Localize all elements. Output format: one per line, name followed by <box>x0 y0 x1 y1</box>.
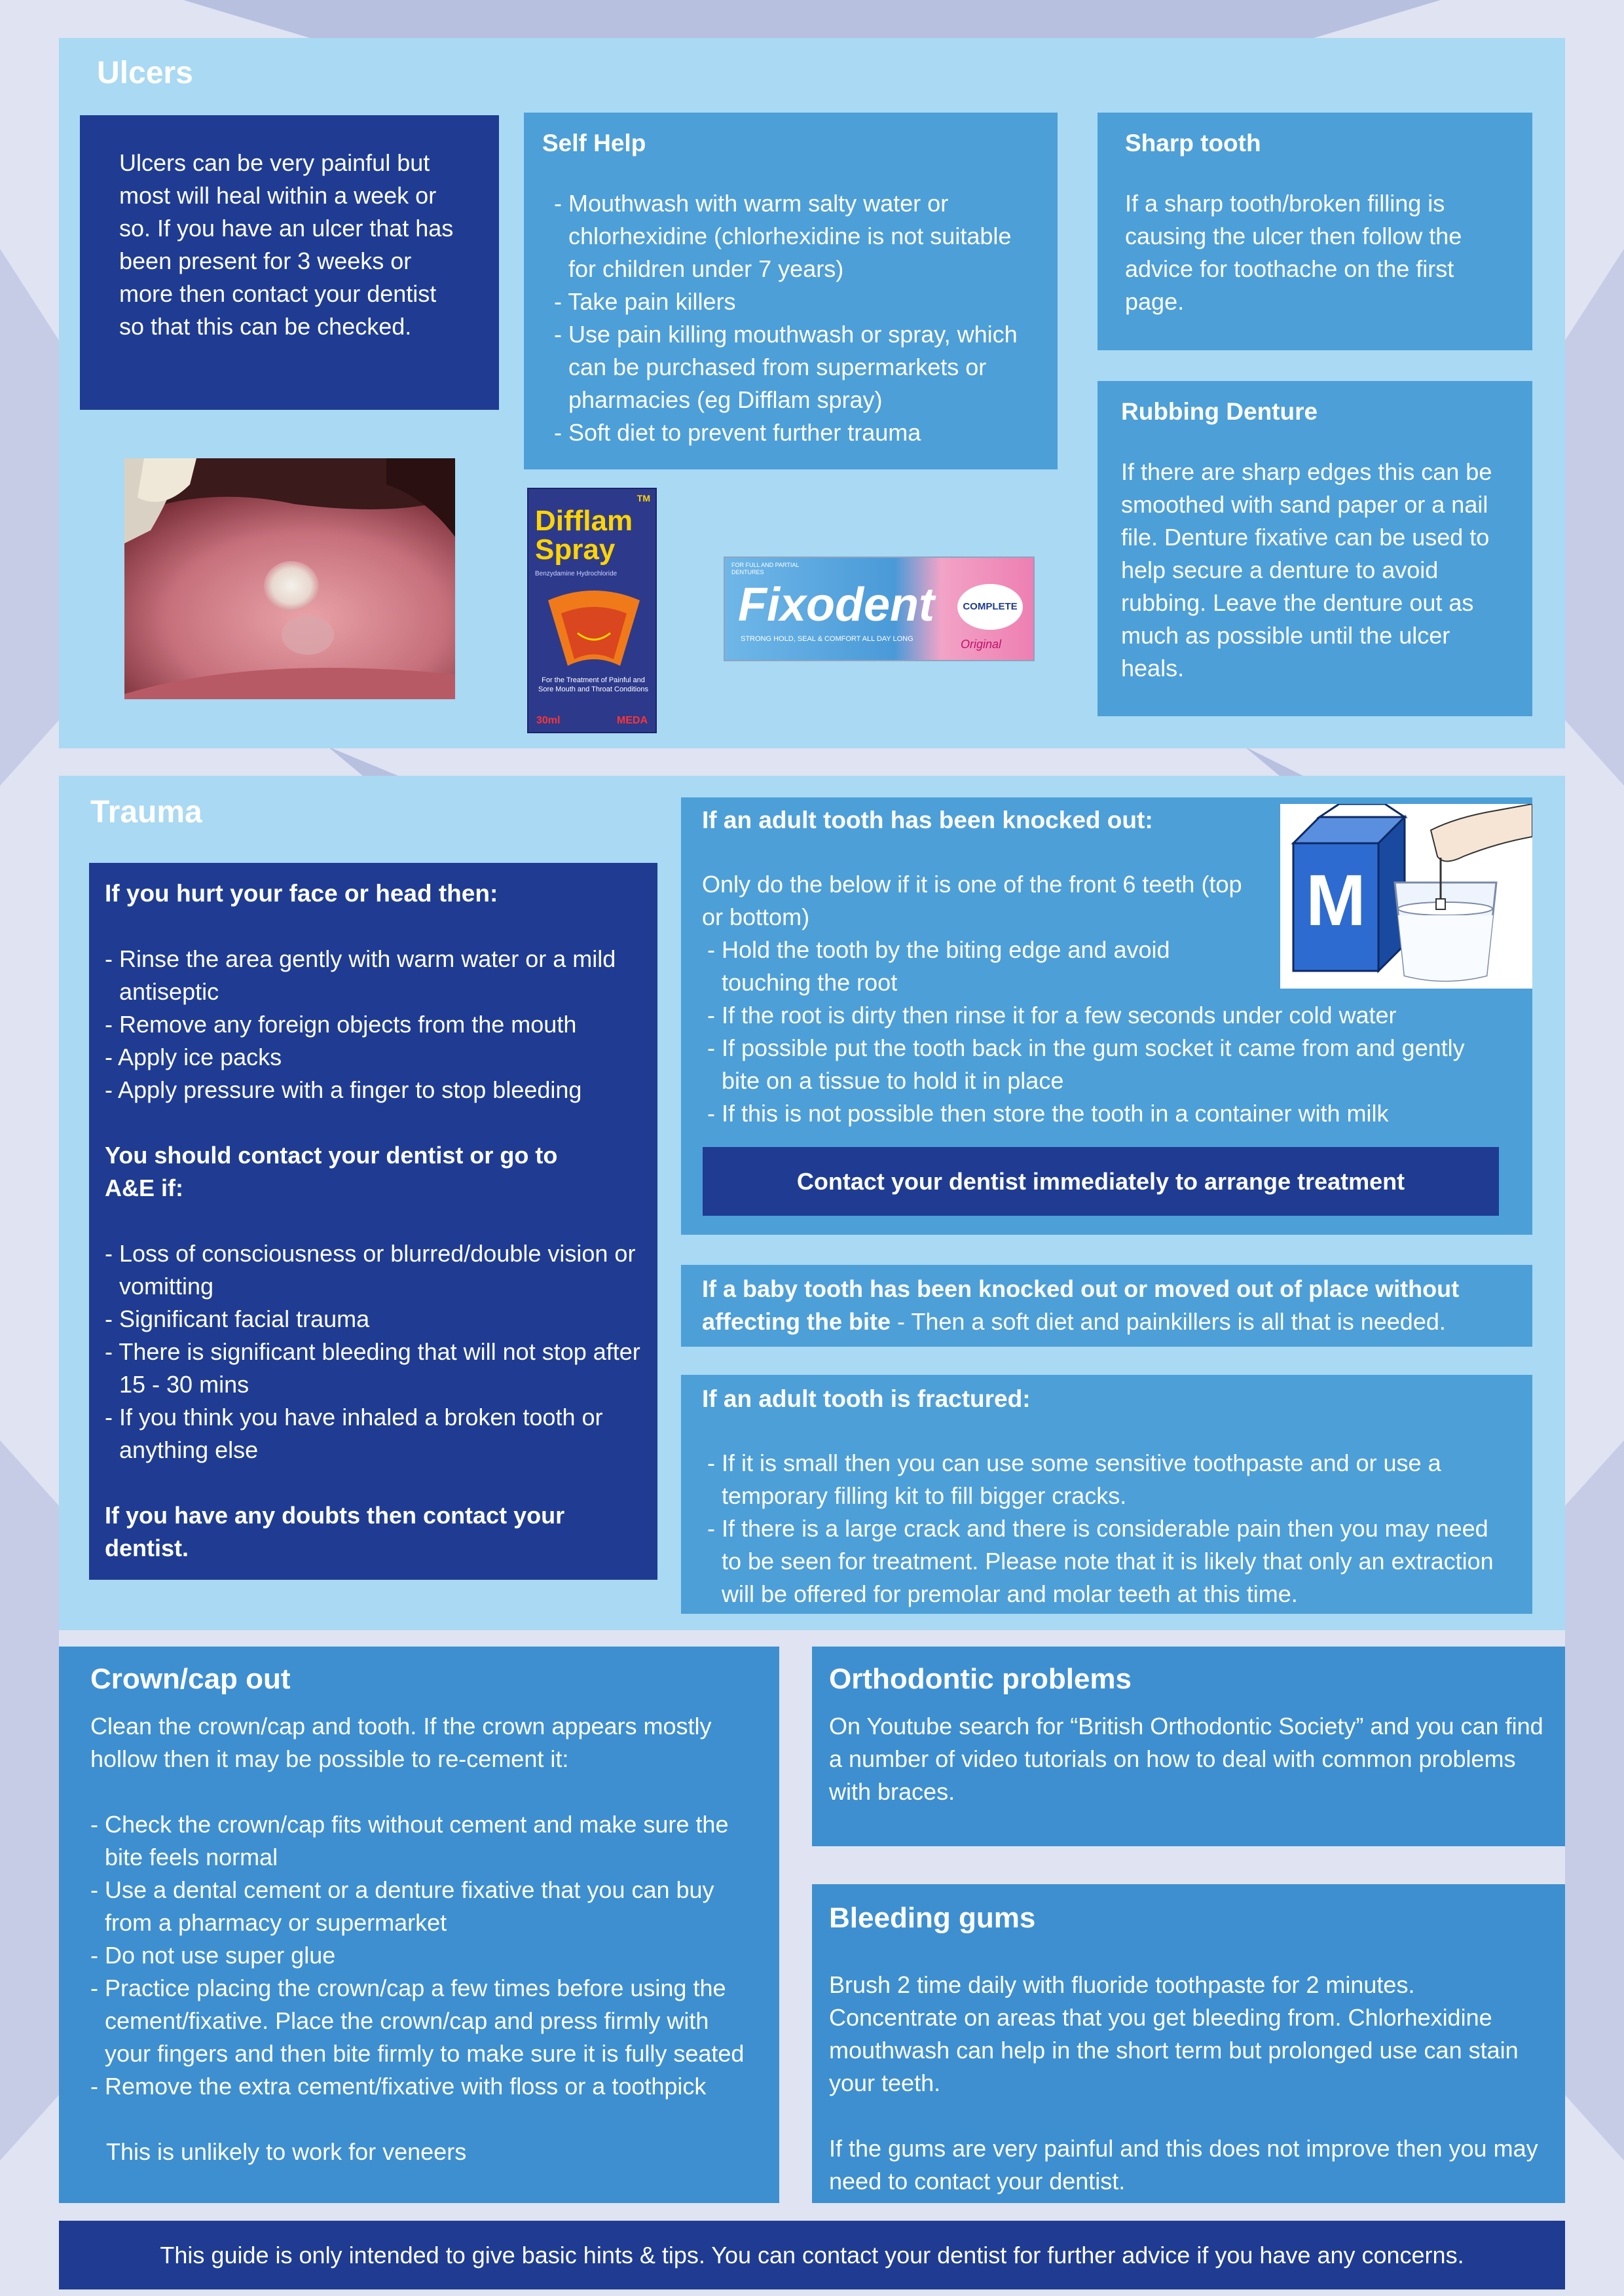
mouth-ulcer-photo <box>124 458 455 699</box>
contact-dentist-banner <box>703 1147 1499 1216</box>
list-item: - Do not use super glue <box>90 1939 748 1972</box>
face-injury-list <box>105 943 642 1106</box>
fractured-box <box>681 1375 1532 1614</box>
list-item: - If this is not possible then store the tooth in a container with milk <box>707 1097 1511 1130</box>
list-item: - There is significant bleeding that will not stop after 15 - 30 mins <box>105 1336 642 1401</box>
list-item: - If the root is dirty then rinse it for a few seconds under cold water <box>707 999 1511 1032</box>
crown-title: Crown/cap out <box>90 1663 291 1695</box>
fractured-title: If an adult tooth is fractured: <box>702 1385 1031 1412</box>
rubbing-denture-text: If there are sharp edges this can be smoothed with sand paper or a nail file. Denture fixative can be used to help secure a denture to avoid rubbing. Leave the denture out as much as possible until the ulcer heals. <box>1121 458 1492 682</box>
ulcers-intro-text: Ulcers can be very painful but most will heal within a week or so. If you have an ulcer that has been present for 3 weeks or more then contact your dentist so that this can be checked. <box>119 149 454 340</box>
sharp-tooth-title: Sharp tooth <box>1125 130 1261 156</box>
contact-dentist-list <box>105 1237 642 1467</box>
list-item: - Soft diet to prevent further trauma <box>554 416 1039 449</box>
crown-intro: Clean the crown/cap and tooth. If the crown appears mostly hollow then it may be possible to re-cement it: <box>90 1713 712 1773</box>
face-injury-box <box>89 863 657 1580</box>
baby-tooth-bold: If a baby tooth has been knocked out or moved out of place without affecting the bite <box>702 1275 1460 1335</box>
list-item: - If there is a large crack and there is considerable pain then you may need to be seen for treatment. Please note that it is likely that only an extraction will be offered for premolar and molar teeth at this time. <box>707 1512 1511 1611</box>
list-item: - Significant facial trauma <box>105 1303 642 1336</box>
crown-section <box>59 1647 779 2203</box>
difflam-brand-1: Difflam <box>535 505 633 537</box>
self-help-box <box>524 113 1058 469</box>
baby-tooth-box <box>681 1265 1532 1347</box>
list-item: - If it is small then you can use some sensitive toothpaste and or use a temporary filling kit to fill bigger cracks. <box>707 1447 1511 1512</box>
list-item: - Use a dental cement or a denture fixative that you can buy from a pharmacy or supermarket <box>90 1874 748 1939</box>
list-item: - If you think you have inhaled a broken tooth or anything else <box>105 1401 642 1467</box>
list-item: - Remove the extra cement/fixative with floss or a toothpick <box>90 2070 748 2103</box>
list-item: - Mouthwash with warm salty water or chlorhexidine (chlorhexidine is not suitable for children under 7 years) <box>554 187 1039 285</box>
ortho-text: On Youtube search for “British Orthodontic Society” and you can find a number of video tutorials on how to deal with common problems with braces. <box>829 1713 1543 1806</box>
list-item: - Take pain killers <box>554 285 1039 318</box>
list-item: - Check the crown/cap fits without cement and make sure the bite feels normal <box>90 1808 748 1874</box>
ulcers-intro-box <box>80 115 499 410</box>
difflam-volume: 30ml <box>536 715 561 726</box>
list-item: - Loss of consciousness or blurred/double vision or vomitting <box>105 1237 642 1303</box>
milk-carton-label: M <box>1306 860 1366 941</box>
fixodent-top-label: FOR FULL AND PARTIAL DENTURES <box>731 562 800 575</box>
rubbing-denture-box <box>1098 381 1532 716</box>
crown-list <box>90 1808 748 2103</box>
difflam-subtitle: Benzydamine Hydrochloride <box>535 570 618 577</box>
difflam-maker: MEDA <box>616 715 648 726</box>
fixodent-brand: Fixodent <box>738 579 934 631</box>
ulcers-title: Ulcers <box>97 56 193 90</box>
ortho-section <box>812 1647 1565 1846</box>
list-item: - If possible put the tooth back in the gum socket it came from and gently bite on a tissue to hold it in place <box>707 1032 1481 1097</box>
difflam-throat-graphic <box>542 587 646 672</box>
difflam-spray-box <box>527 488 657 733</box>
face-injury-title: If you hurt your face or head then: <box>105 880 498 907</box>
self-help-title: Self Help <box>542 130 646 156</box>
fixodent-tagline: STRONG HOLD, SEAL & COMFORT ALL DAY LONG <box>741 635 913 643</box>
list-item: - Remove any foreign objects from the mouth <box>105 1008 642 1041</box>
bleeding-title: Bleeding gums <box>829 1902 1036 1934</box>
crown-note: This is unlikely to work for veneers <box>106 2138 467 2166</box>
list-item: - Use pain killing mouthwash or spray, which can be purchased from supermarkets or pharmacies (eg Difflam spray) <box>554 318 1039 416</box>
bleeding-section <box>812 1884 1565 2203</box>
ortho-title: Orthodontic problems <box>829 1663 1132 1695</box>
list-item: - Rinse the area gently with warm water or a mild antiseptic <box>105 943 642 1008</box>
fixodent-variant: Original <box>961 638 1002 651</box>
rubbing-denture-title: Rubbing Denture <box>1121 398 1318 425</box>
self-help-list <box>542 187 1039 449</box>
fixodent-box <box>724 556 1035 661</box>
bleeding-text-2: If the gums are very painful and this does not improve then you may need to contact your dentist. <box>829 2135 1538 2195</box>
list-item: - Apply pressure with a finger to stop bleeding <box>105 1074 642 1106</box>
list-item: - Apply ice packs <box>105 1041 642 1074</box>
difflam-desc: For the Treatment of Painful and Sore Mouth and Throat Conditions <box>538 676 648 693</box>
list-item: - Hold the tooth by the biting edge and avoid touching the root <box>707 934 1259 999</box>
difflam-tm: TM <box>637 493 650 503</box>
doubts-text: If you have any doubts then contact your dentist. <box>105 1501 565 1561</box>
footer-banner <box>59 2221 1565 2289</box>
contact-dentist-title: You should contact your dentist or go to A&E if: <box>105 1141 558 1201</box>
contact-banner-text: Contact your dentist immediately to arrange treatment <box>796 1168 1405 1195</box>
fractured-list <box>702 1447 1511 1611</box>
sharp-tooth-box <box>1098 113 1532 350</box>
milk-tooth-illustration <box>1280 804 1532 989</box>
baby-tooth-rest: - Then a soft diet and painkillers is all that is needed. <box>891 1308 1446 1335</box>
sharp-tooth-text: If a sharp tooth/broken filling is causing the ulcer then follow the advice for toothache on the first page. <box>1125 189 1462 315</box>
fixodent-badge: COMPLETE <box>957 584 1023 630</box>
footer-text: This guide is only intended to give basic hints & tips. You can contact your dentist for further advice if you have any concerns. <box>160 2242 1464 2269</box>
knocked-out-intro: Only do the below if it is one of the front 6 teeth (top or bottom) <box>702 870 1242 930</box>
list-item: - Practice placing the crown/cap a few times before using the cement/fixative. Place the crown/cap and press firmly with your fingers and then bite firmly to make sure it is fully seated <box>90 1972 748 2070</box>
trauma-title: Trauma <box>90 795 202 829</box>
bleeding-text-1: Brush 2 time daily with fluoride toothpaste for 2 minutes. Concentrate on areas that you get bleeding from. Chlorhexidine mouthwash can help in the short term but prolonged use can stain your teeth. <box>829 1971 1519 2097</box>
knocked-out-title: If an adult tooth has been knocked out: <box>702 807 1153 833</box>
difflam-brand-2: Spray <box>535 534 616 566</box>
